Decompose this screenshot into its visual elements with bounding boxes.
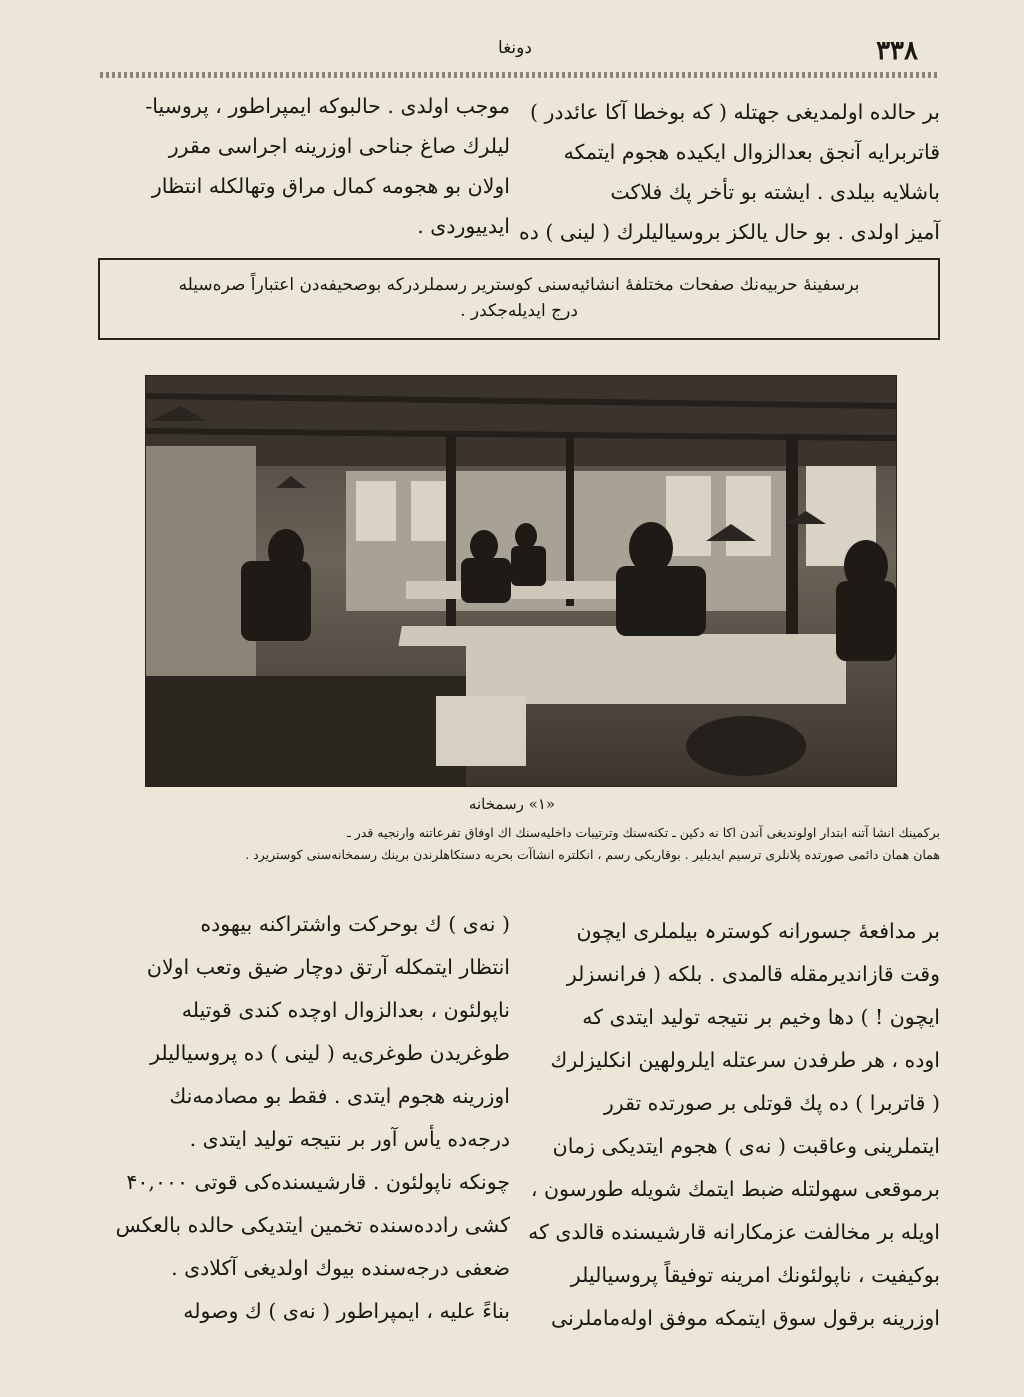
notice-line: درج ایدیله‌جکدر . (460, 301, 578, 321)
text-line: ( نه‌ی ) ك بوحرکت واشتراکنه بیهوده (200, 912, 510, 936)
text-line: ( قاتربرا ) ده پك قوتلی بر صورتده تقرر (603, 1091, 940, 1115)
header-divider (100, 72, 940, 78)
top-left-column (95, 86, 510, 246)
text-line: آمیز اولدی . بو حال یالکز بروسیالیلرك ( لینی ) ده (519, 220, 940, 244)
text-line: وقت قازاندیرمقله قالمدی . بلکه ( فرانسزلر (566, 962, 940, 986)
photo-illustration (146, 376, 896, 786)
text-line: بوکیفیت ، ناپولئونك امرینه توفیقاً پروسیالیلر (570, 1263, 940, 1287)
text-line: بناءً علیه ، ایمپراطور ( نه‌ی ) ك وصوله (183, 1299, 510, 1323)
text-line: ایچون ! ) دها وخیم بر نتیجه تولید ایتدی که (582, 1005, 940, 1029)
text-line: ایدییوردی . (417, 214, 510, 238)
text-line: برموقعی سهولتله ضبط ایتمك شویله طورسون ، (530, 1177, 940, 1201)
text-line: اوزرینه برقول سوق ایتمکه موفق اوله‌ماملرنی (551, 1306, 940, 1330)
text-line: اوده ، هر طرفدن سرعتله ایلرولهین انکلیزلرك (550, 1048, 940, 1072)
text-line: اوزرینه هجوم ایتدی . فقط بو مصادمه‌نك (169, 1084, 510, 1108)
text-line: بر حالده اولمدیغی جهتله ( که بوخطا آکا عائددر ) (530, 100, 940, 124)
page-header (100, 30, 930, 70)
text-line: طوغریدن طوغری‌یه ( لینی ) ده پروسیالیلر (150, 1041, 510, 1065)
notice-line: برسفینهٔ حربیه‌نك صفحات مختلفهٔ انشائیه‌سنی کوستریر رسملردرکه بوصحیفه‌دن اعتباراً صره‌سیله (178, 275, 860, 295)
text-line: درجه‌ده یأس آور بر نتیجه تولید ایتدی . (189, 1127, 510, 1151)
text-line: اویله بر مخالفت عزمکارانه قارشیسنده قالدی که (528, 1220, 940, 1244)
caption-line: برکمینك انشا آتنه ابتدار اولوندیغی آندن اکا نه دکین ـ تکنه‌سنك وترتیبات داخلیه‌سنك اك اوفاق تفرعاتنه وارنجیه قدر ـ (347, 825, 940, 840)
text-line: چونکه ناپولئون . قارشیسنده‌کی قوتی ۴۰,۰۰۰ (126, 1170, 510, 1194)
bottom-right-column (520, 910, 940, 1340)
text-line: ضعفی درجه‌سنده بیوك اولدیغی آکلادی . (171, 1256, 510, 1280)
text-line: انتظار ایتمکله آرتق دوچار ضیق وتعب اولان (146, 955, 510, 979)
text-line: لیلرك صاغ جناحی اوزرینه اجراسی مقرر (168, 134, 510, 158)
journal-title: دونغا (498, 38, 532, 58)
text-line: بر مدافعهٔ جسورانه کوسترہ بیلملری ایچون (576, 919, 940, 943)
page-number: ۳۳۸ (876, 36, 918, 66)
top-right-column (519, 92, 940, 252)
notice-box (98, 258, 940, 340)
text-line: اولان بو هجومه کمال مراق وتهالکله انتظار (151, 174, 510, 198)
text-line: قاتربرایه آنجق بعدالزوال ایکیده هجوم ایتمکه (563, 140, 940, 164)
text-line: ناپولئون ، بعدالزوال اوچده کندی قوتیله (181, 998, 510, 1022)
drafting-room-photo (145, 375, 897, 787)
text-line: ایتملرینی وعاقبت ( نه‌ی ) هجوم ایتدیکی زمان (552, 1134, 940, 1158)
caption-line: همان همان دائمی صورتده پلانلری ترسیم ایدیلیر . بوقاریکی رسم ، انکلتره انشاآت بحریه دستکاهلرندن برینك رسمخانه‌سنی کوستریرد . (245, 847, 940, 862)
text-line: باشلایه بیلدی . ایشته بو تأخر پك فلاکت (610, 180, 940, 204)
text-line: کشی رادده‌سنده تخمین ایتدیکی حالده بالعکس (115, 1213, 510, 1237)
bottom-left-column (95, 903, 510, 1333)
figure-caption (95, 822, 940, 866)
figure-caption-title: «۱» رسمخانه (468, 795, 556, 813)
text-line: موجب اولدی . حالبوکه ایمپراطور ، پروسیا- (145, 94, 510, 118)
